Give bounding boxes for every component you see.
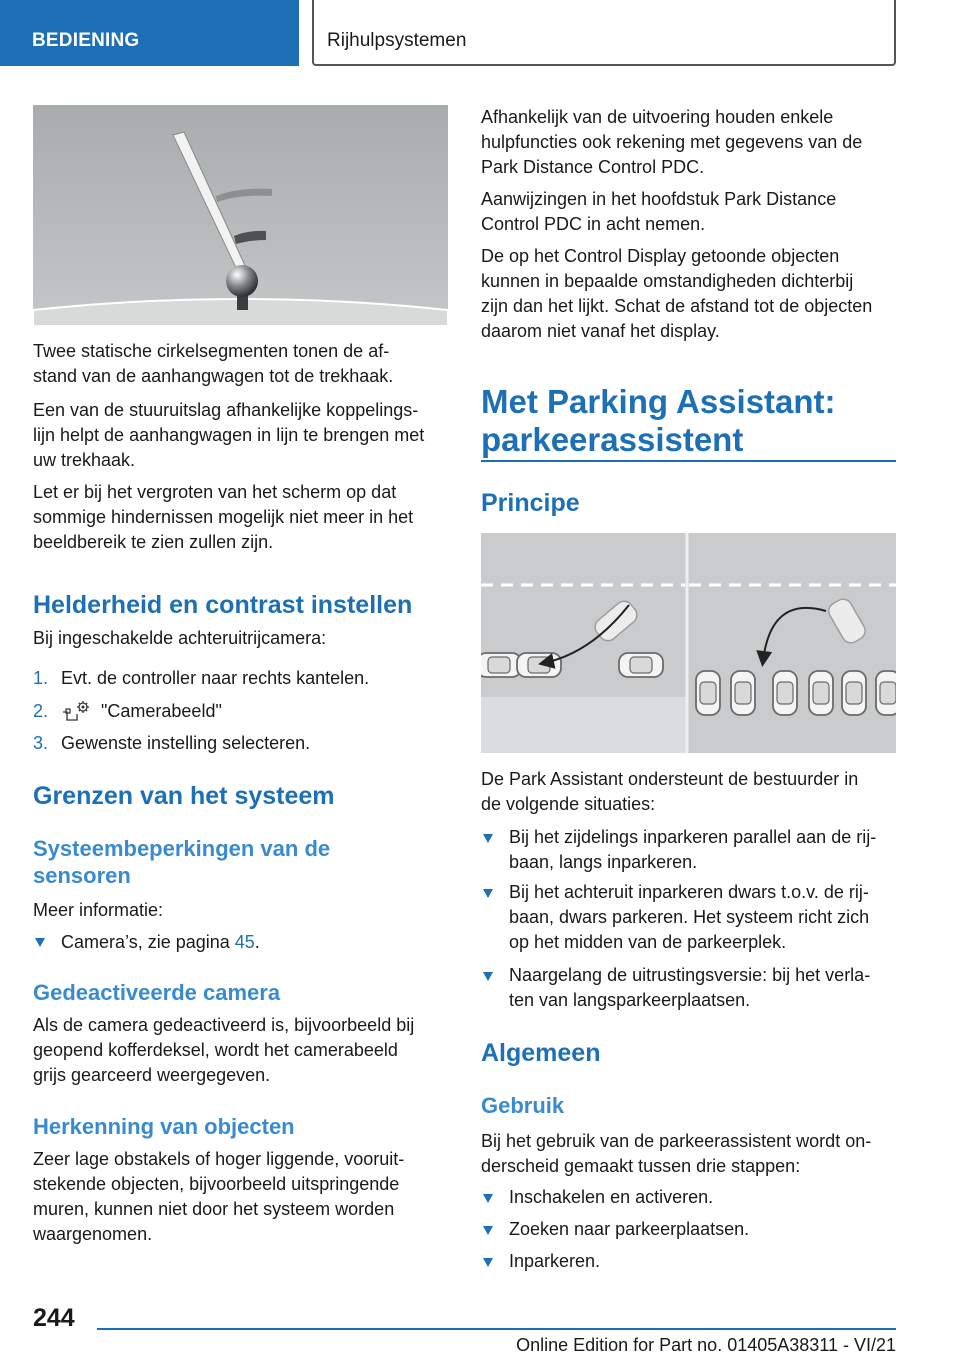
paragraph-more-info: Meer informatie: xyxy=(33,900,164,920)
bullet-text: Bij het zijdelings inparkeren parallel aan de rij- baan, langs inparkeren. xyxy=(509,827,877,872)
parked-car xyxy=(731,671,755,715)
heading-deactivated-camera: Gedeactiveerde camera xyxy=(33,980,281,1005)
page-link[interactable]: 45 xyxy=(234,932,255,952)
bullet-text: Inparkeren. xyxy=(509,1251,601,1271)
footer-rule xyxy=(97,1328,896,1330)
bullet-text: Naargelang de uitrustingsversie: bij het verla- ten van langsparkeerplaatsen. xyxy=(509,965,871,1010)
bullet-text: Bij het achteruit inparkeren dwars t.o.v. de rij- baan, dwars parkeren. Het systeem richt zich op het midden van de parkeerplek. xyxy=(509,882,870,952)
parked-car xyxy=(517,653,561,677)
heading-rule xyxy=(481,460,896,462)
parked-car xyxy=(773,671,797,715)
heading-sensor-limitations: Systeembeperkingen van de sensoren xyxy=(33,836,331,888)
step-number: 2. xyxy=(33,701,49,721)
heading-system-limits: Grenzen van het systeem xyxy=(33,782,335,810)
paragraph-pdc-data: Afhankelijk van de uitvoering houden enkele hulpfuncties ook rekening met gegevens van de Park Distance Control PDC. xyxy=(481,107,863,177)
step-text: Gewenste instelling selecteren. xyxy=(61,733,311,753)
parked-car xyxy=(481,653,521,677)
bullet-triangle-icon xyxy=(483,834,493,843)
heading-general: Algemeen xyxy=(481,1039,601,1067)
paragraph-zoom: Let er bij het vergroten van het scherm op dat sommige hindernissen mogelijk niet meer in het beeldbereik te zien zullen zijn. xyxy=(33,482,414,552)
bullet-text: Inschakelen en activeren. xyxy=(509,1187,714,1207)
page-number: 244 xyxy=(33,1304,75,1332)
sidewalk-left xyxy=(481,697,687,753)
parking-principle-figure xyxy=(481,533,896,753)
bullet-triangle-icon xyxy=(483,1258,493,1267)
bullet-text: Zoeken naar parkeerplaatsen. xyxy=(509,1219,750,1239)
chapter-title: Rijhulpsystemen xyxy=(327,30,467,51)
bullet-camera-reference xyxy=(61,930,260,955)
paragraph-control-display: De op het Control Display getoonde objecten kunnen in bepaalde omstandigheden dichterbij zijn dan het lijkt. Schat de afstand tot de objecten daarom niet vanaf het display. xyxy=(481,246,873,341)
parked-car xyxy=(619,653,663,677)
step-text: "Camerabeeld" xyxy=(101,701,222,721)
trailer-hitch-figure xyxy=(33,105,448,326)
parked-car xyxy=(876,671,896,715)
parked-car xyxy=(809,671,833,715)
bullet-triangle-icon xyxy=(483,972,493,981)
paragraph-use: Bij het gebruik van de parkeerassistent wordt on- derscheid gemaakt tussen drie stappen: xyxy=(481,1131,872,1176)
heading-use: Gebruik xyxy=(481,1093,565,1118)
bullet-triangle-icon xyxy=(483,1226,493,1235)
paragraph-segments: Twee statische cirkelsegmenten tonen de af- stand van de aanhangwagen tot de trekhaak. xyxy=(33,341,394,386)
paragraph-coupling-line: Een van de stuuruitslag afhankelijke koppelings- lijn helpt de aanhangwagen in lijn te brengen met uw trekhaak. xyxy=(33,400,425,470)
section-tab xyxy=(0,0,299,66)
hitch-ball xyxy=(226,265,258,297)
camera-settings-icon xyxy=(61,700,93,722)
heading-object-recognition: Herkenning van objecten xyxy=(33,1114,295,1139)
footer-edition: Online Edition for Part no. 01405A38311 - VI/21 xyxy=(516,1335,896,1355)
paragraph-objects: Zeer lage obstakels of hoger liggende, vooruit- stekende objecten, bijvoorbeeld uitspringende muren, kunnen niet door het systeem worden waargenomen. xyxy=(33,1149,405,1244)
paragraph-deactivated: Als de camera gedeactiveerd is, bijvoorbeeld bij geopend kofferdeksel, wordt het camerabeeld grijs gearceerd weergegeven. xyxy=(33,1015,415,1085)
chapter-header xyxy=(312,0,896,66)
bullet-triangle-icon xyxy=(35,938,45,947)
bullet-text-end: . xyxy=(254,932,260,952)
parked-car xyxy=(842,671,866,715)
step-number: 1. xyxy=(33,668,49,688)
bullet-text: Camera’s, zie pagina xyxy=(61,932,235,952)
section-title: BEDIENING xyxy=(32,30,140,51)
heading-principle: Principe xyxy=(481,489,580,517)
paragraph-park-assistant: De Park Assistant ondersteunt de bestuurder in de volgende situaties: xyxy=(481,769,859,814)
heading-brightness-contrast: Helderheid en contrast instellen xyxy=(33,591,413,619)
parked-car xyxy=(696,671,720,715)
paragraph-pdc-notes: Aanwijzingen in het hoofdstuk Park Distance Control PDC in acht nemen. xyxy=(481,189,837,234)
bullet-triangle-icon xyxy=(483,1194,493,1203)
paragraph-rearview-camera: Bij ingeschakelde achteruitrijcamera: xyxy=(33,628,327,648)
heading-parking-assistant: Met Parking Assistant: parkeerassistent xyxy=(481,383,836,458)
step-text: Evt. de controller naar rechts kantelen. xyxy=(61,668,370,688)
step-number: 3. xyxy=(33,733,49,753)
bullet-triangle-icon xyxy=(483,889,493,898)
